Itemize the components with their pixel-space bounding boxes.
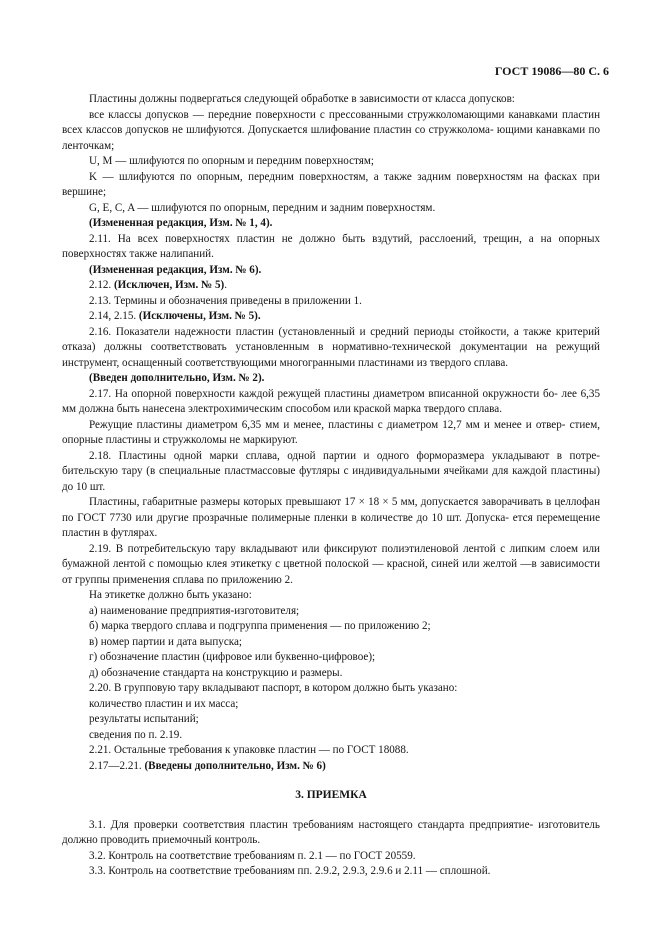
paragraph: 2.11. На всех поверхностях пластин не должно быть вздутий, расслоений, трещин, а на опорных поверхностях также налипаний.	[62, 232, 600, 260]
paragraph: 3.2. Контроль на соответствие требованиям п. 2.1 — по ГОСТ 20559.	[89, 849, 416, 862]
clause-number: 2.14, 2.15.	[89, 310, 139, 322]
amendment-note: (Измененная редакция, Изм. № 1, 4).	[89, 217, 273, 229]
paragraph: Режущие пластины диаметром 6,35 мм и менее, пластины с диаметром 12,7 мм и менее и отвер- стием, опорные пластины и стружколомы не маркируют.	[62, 418, 600, 446]
list-item: а) наименование предприятия-изготовителя;	[89, 604, 300, 617]
paragraph: 2.13. Термины и обозначения приведены в приложении 1.	[89, 294, 362, 307]
clause-number: 2.17—2.21.	[89, 759, 145, 772]
list-item: сведения по п. 2.19.	[89, 728, 183, 741]
paragraph: 2.17. На опорной поверхности каждой режущей пластины диаметром вписанной окружности бо- лее 6,35 мм должна быть нанесена электрохимическим способом или краской марка твердого сплава.	[62, 387, 600, 415]
amendment-note: (Введен дополнительно, Изм. № 2).	[89, 372, 265, 384]
document-body	[62, 92, 600, 880]
paragraph	[62, 278, 600, 294]
paragraph: 3.1. Для проверки соответствия пластин требованиям настоящего стандарта предприятие- изготовитель должно проводить приемочный контроль.	[62, 818, 600, 846]
paragraph: все классы допусков — передние поверхности с прессованными стружколомающими канавками пластин всех классов допусков не шлифуются. Допускается шлифование пластин со стружколома- ющими канавками по ленточкам;	[62, 108, 600, 152]
paragraph: Пластины, габаритные размеры которых превышают 17 × 18 × 5 мм, допускается заворачивать в целлофан по ГОСТ 7730 или другие прозрачные полимерные пленки в количестве до 10 шт. Допуска- ется перемещение пластин в футлярах.	[62, 496, 600, 539]
amendment-note: (Введены дополнительно, Изм. № 6)	[144, 759, 326, 772]
page-header: ГОСТ 19086—80 С. 6	[494, 64, 609, 78]
paragraph	[62, 309, 600, 325]
list-item: д) обозначение стандарта на конструкцию и размеры.	[89, 666, 343, 679]
amendment-note: (Исключены, Изм. № 5).	[138, 310, 261, 322]
paragraph: 2.19. В потребительскую тару вкладывают или фиксируют полиэтиленовой лентой с липким слоем или бумажной лентой с помощью клея этикетку с цветной полоской — красной, синей или желтой —в зависимости от группы применения сплава по приложению 2.	[62, 542, 600, 586]
paragraph: На этикетке должно быть указано:	[89, 589, 252, 601]
paragraph: K — шлифуются по опорным, передним поверхностям, а также задним поверхностям на фасках при вершине;	[62, 170, 600, 198]
amendment-note: (Измененная редакция, Изм. № 6).	[89, 263, 262, 276]
list-item: количество пластин и их масса;	[89, 697, 239, 710]
section-title: 3. ПРИЕМКА	[295, 789, 367, 801]
clause-number: 2.12.	[89, 279, 114, 291]
paragraph: 3.3. Контроль на соответствие требованиям пп. 2.9.2, 2.9.3, 2.9.6 и 2.11 — сплошной.	[89, 865, 491, 877]
paragraph: Пластины должны подвергаться следующей обработке в зависимости от класса допусков:	[89, 93, 515, 105]
list-item: б) марка твердого сплава и подгруппа применения — по приложению 2;	[89, 620, 431, 632]
paragraph: U, M — шлифуются по опорным и передним поверхностям;	[89, 155, 374, 167]
paragraph: 2.16. Показатели надежности пластин (установленный и средний периоды стойкости, а также критерий отказа) должны соответствовать установленным в нормативно-технической документации на режущий инструмент, оснащенный соответствующими многогранными пластинами из твердого сплава.	[62, 325, 600, 369]
paragraph	[62, 759, 600, 775]
amendment-note: (Исключен, Изм. № 5)	[113, 279, 225, 291]
punctuation: .	[224, 279, 227, 291]
paragraph: 2.20. В групповую тару вкладывают паспорт, в котором должно быть указано:	[89, 682, 458, 694]
list-item: результаты испытаний;	[89, 713, 199, 725]
paragraph: 2.21. Остальные требования к упаковке пластин — по ГОСТ 18088.	[89, 744, 409, 756]
list-item: г) обозначение пластин (цифровое или буквенно-цифровое);	[89, 651, 376, 663]
paragraph: 2.18. Пластины одной марки сплава, одной партии и одного форморазмера укладывают в потре- бительскую тару (в специальные пластмассовые футляры с индивидуальными ячейками для каждой пластины) до 10 шт.	[62, 449, 600, 493]
list-item: в) номер партии и дата выпуска;	[89, 635, 242, 648]
paragraph: G, E, C, A — шлифуются по опорным, передним и задним поверхностям.	[89, 201, 436, 214]
